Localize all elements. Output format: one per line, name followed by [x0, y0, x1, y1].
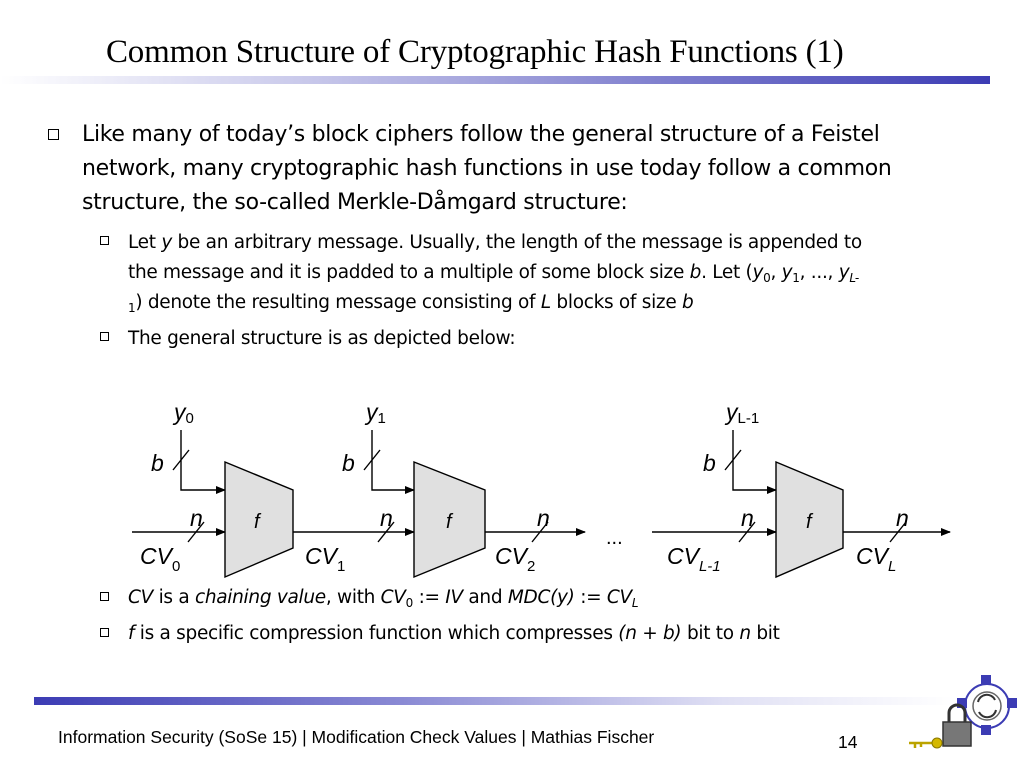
footer-bar [34, 697, 954, 705]
n-label: n [896, 505, 909, 531]
b-label: b [703, 450, 716, 476]
title-underline-bar [0, 76, 990, 84]
f-label: f [806, 511, 812, 533]
f-label: f [254, 511, 260, 533]
n-label: n [190, 505, 203, 531]
b-label: b [151, 450, 164, 476]
checkbox-bullet-icon [100, 332, 109, 341]
page-number: 14 [838, 732, 858, 752]
checkbox-bullet-icon [100, 592, 109, 601]
bullet-main: Like many of today’s block ciphers follow the general structure of a Feistel network, many cryptographic hash functions in use today follow a common structure, the so-called Merkle-Dåmgard structure: [82, 122, 892, 215]
network-lock-logo-icon [905, 670, 1024, 760]
n-label: n [741, 505, 754, 531]
y-label: y0 [174, 399, 194, 427]
cv-label: $CV_2$ [495, 543, 536, 575]
bullet-compression-function: f is a specific compression function which compresses (n + b) bit to n bit [128, 623, 780, 644]
cv-label: $CV_1$ [305, 543, 346, 575]
n-label: n [537, 505, 550, 531]
footer-text: Information Security (SoSe 15) | Modification Check Values | Mathias Fischer [58, 727, 655, 747]
ellipsis: ... [606, 527, 623, 549]
f-label: f [446, 511, 452, 533]
y-label: y1 [366, 399, 386, 427]
checkbox-bullet-icon [100, 236, 109, 245]
checkbox-bullet-icon [100, 628, 109, 637]
b-label: b [342, 450, 355, 476]
y-label: yL-1 [726, 399, 760, 427]
slide-title: Common Structure of Cryptographic Hash Functions (1) [106, 34, 844, 70]
bullet-chaining-value: CV is a chaining value, with $CV_0$ := IV and MDC(y) := $CV_L$ [128, 587, 639, 610]
checkbox-bullet-icon [48, 129, 59, 140]
cv-label: $CV_{L-1}$ [667, 543, 721, 575]
n-label: n [380, 505, 393, 531]
cv-label: $CV_L$ [856, 543, 897, 575]
bullet-structure-intro: The general structure is as depicted below: [128, 328, 516, 349]
cv-label: $CV_0$ [140, 543, 181, 575]
merkle-damgard-diagram [0, 390, 1024, 590]
bullet-message-definition: Let y be an arbitrary message. Usually, the length of the message is appended to the message and it is padded to a multiple of some block size b. Let ($y_0$, $y_1$, ..., $y_{L-}$ $_1$) denote the resulting message consisting of L blocks of size b [128, 232, 862, 315]
